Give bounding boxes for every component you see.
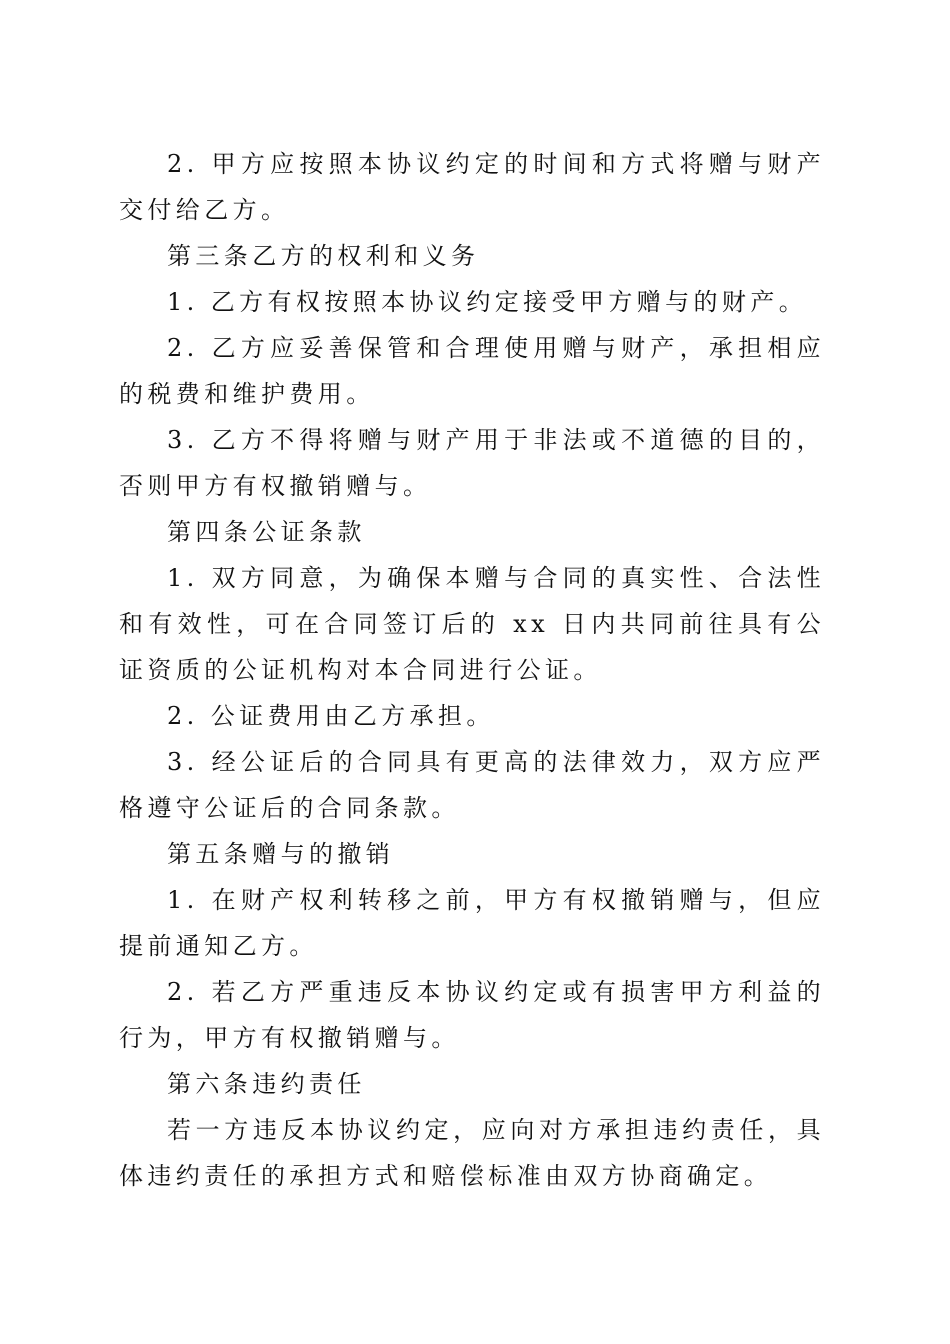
article-4-heading: 第四条公证条款 [167, 518, 366, 546]
clause-6-body: 若一方违反本协议约定，应向对方承担违约责任，具体违约责任的承担方式和赔偿标准由双方协商确定。 [119, 1116, 825, 1190]
clause-3-item-2: 2. 乙方应妥善保管和合理使用赠与财产，承担相应的税费和维护费用。 [119, 334, 825, 408]
clause-3-item-1: 1. 乙方有权按照本协议约定接受甲方赠与的财产。 [167, 288, 808, 316]
clause-2-item-2: 2. 甲方应按照本协议约定的时间和方式将赠与财产交付给乙方。 [119, 150, 825, 224]
document-body [119, 141, 825, 1199]
clause-5-item-2: 2. 若乙方严重违反本协议约定或有损害甲方利益的行为，甲方有权撤销赠与。 [119, 978, 825, 1052]
clause-4-item-2: 2. 公证费用由乙方承担。 [167, 702, 495, 730]
clause-5-item-1: 1. 在财产权利转移之前，甲方有权撤销赠与，但应提前通知乙方。 [119, 886, 825, 960]
article-5-heading: 第五条赠与的撤销 [167, 840, 395, 868]
article-6-heading: 第六条违约责任 [167, 1070, 366, 1098]
clause-4-item-3: 3. 经公证后的合同具有更高的法律效力，双方应严格遵守公证后的合同条款。 [119, 748, 825, 822]
article-3-heading: 第三条乙方的权利和义务 [167, 242, 480, 270]
clause-3-item-3: 3. 乙方不得将赠与财产用于非法或不道德的目的，否则甲方有权撤销赠与。 [119, 426, 825, 500]
clause-4-item-1: 1. 双方同意，为确保本赠与合同的真实性、合法性和有效性，可在合同签订后的 xx 日内共同前往具有公证资质的公证机构对本合同进行公证。 [119, 564, 825, 684]
